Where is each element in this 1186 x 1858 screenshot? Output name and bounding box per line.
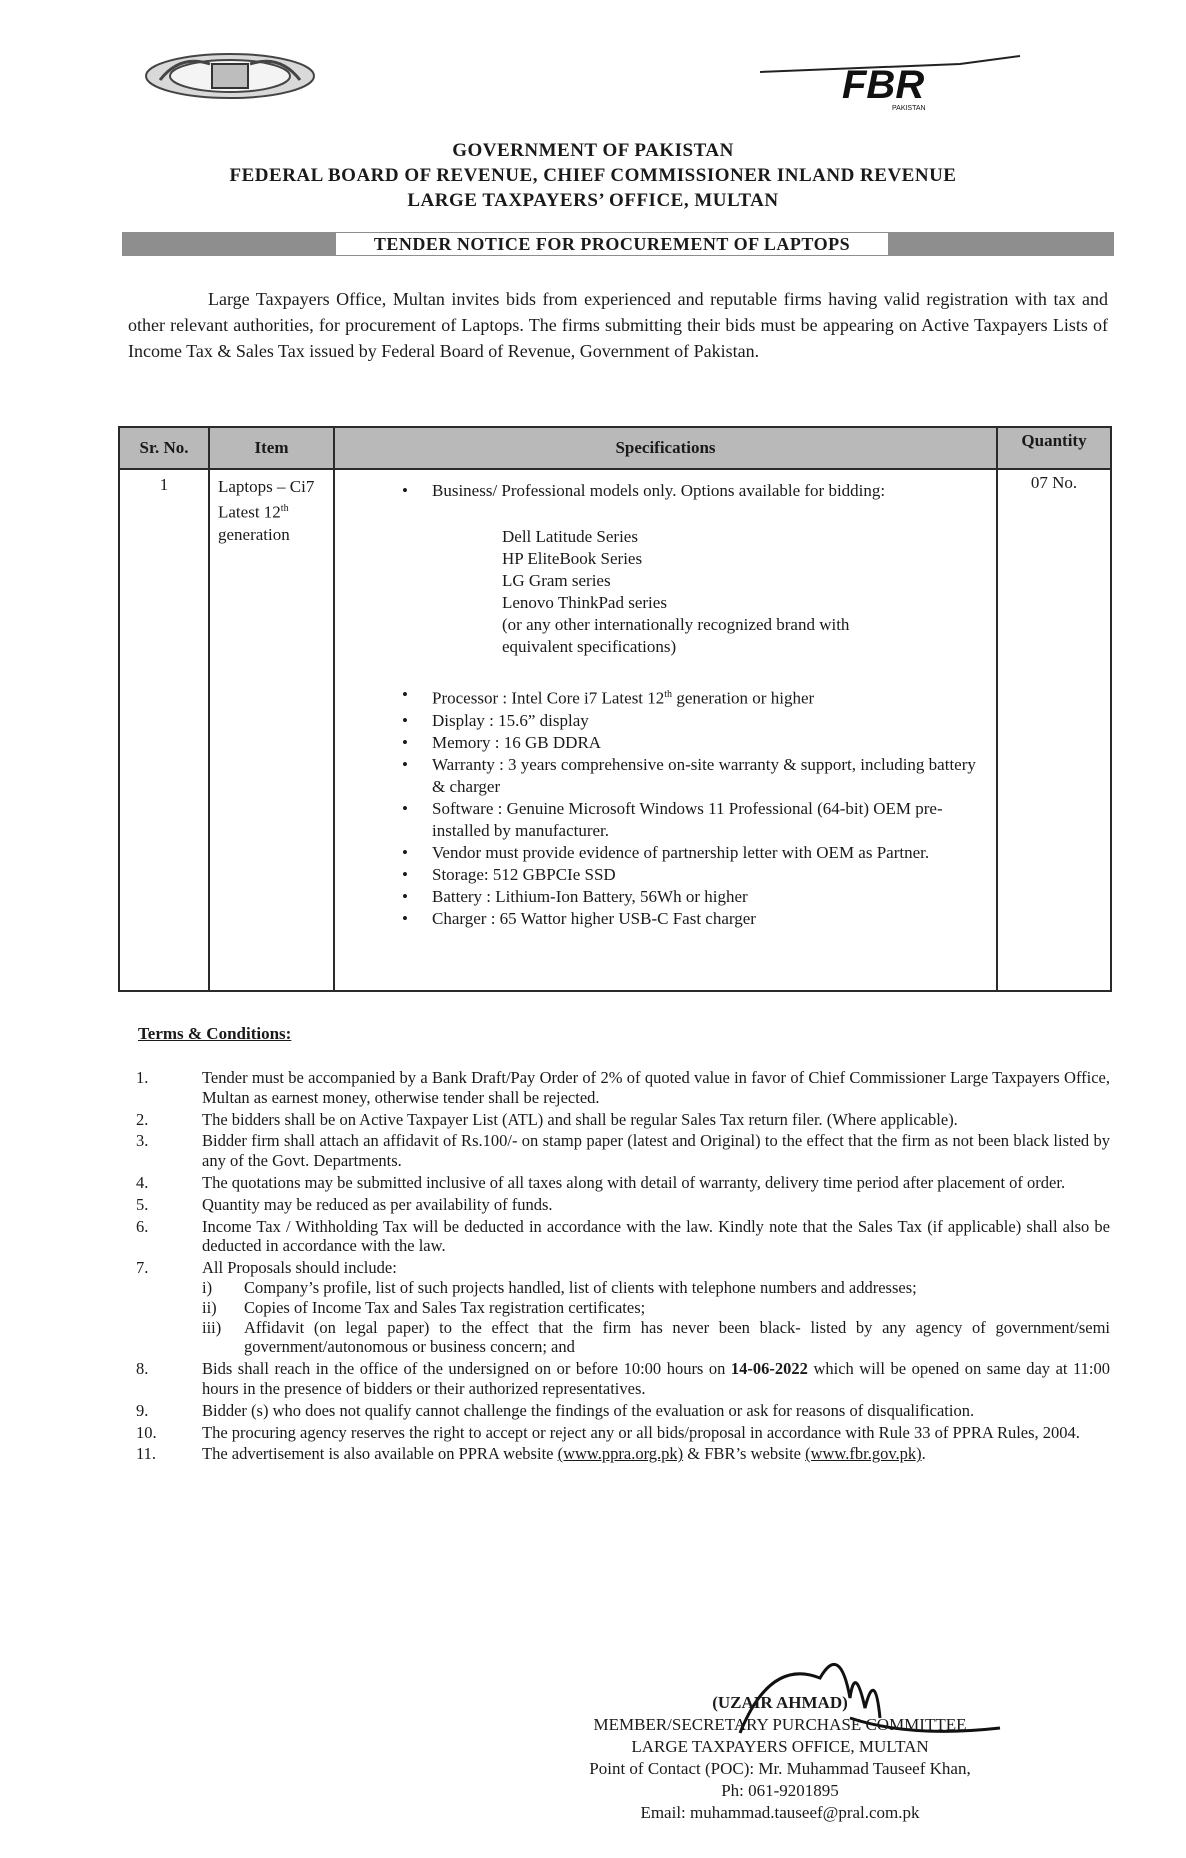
header-specifications: Specifications	[615, 438, 716, 457]
term-item	[130, 1258, 1110, 1357]
spec-warranty: • Warranty : 3 years comprehensive on-site warranty & support, including battery & charger	[392, 754, 992, 798]
signature-block	[470, 1692, 1090, 1824]
term-number: 6.	[136, 1216, 149, 1236]
term-text: Income Tax / Withholding Tax will be deducted in accordance with the law. Kindly note that the Sales Tax (if applicable) shall also be deducted in accordance with the law.	[202, 1216, 1110, 1256]
ppra-website-link[interactable]: (www.ppra.org.pk)	[557, 1444, 684, 1464]
item-line-2-sup: th	[280, 503, 289, 514]
spec-storage: • Storage: 512 GBPCIe SSD	[392, 864, 992, 886]
bid-deadline-date: 14-06-2022	[730, 1359, 808, 1379]
spec-processor-rest: generation or higher	[672, 688, 815, 708]
tender-title: TENDER NOTICE FOR PROCUREMENT OF LAPTOPS	[336, 233, 888, 255]
term-item	[130, 1444, 1110, 1464]
brand-note: (or any other internationally recognized brand with	[502, 615, 850, 634]
fbr-website-link[interactable]: (www.fbr.gov.pk)	[805, 1444, 922, 1464]
term-number: 2.	[136, 1109, 149, 1129]
column-divider	[333, 428, 335, 990]
spec-bidding-options: • Business/ Professional models only. Options available for bidding:	[392, 480, 992, 502]
header-line-3: LARGE TAXPAYERS’ OFFICE, MULTAN	[407, 190, 779, 211]
spacer	[392, 658, 992, 684]
term-item	[130, 1401, 1110, 1421]
item-line-2-text: Latest 12	[218, 502, 281, 522]
row-quantity: 07 No.	[1030, 473, 1078, 492]
brand-note: equivalent specifications)	[502, 637, 677, 656]
term-number: 9.	[136, 1400, 149, 1420]
term-item	[130, 1110, 1110, 1130]
term-text: Bids shall reach in the office of the undersigned on or before 10:00 hours on	[202, 1359, 731, 1379]
header-line-2: FEDERAL BOARD OF REVENUE, CHIEF COMMISSIONER INLAND REVENUE	[229, 165, 957, 186]
term-item	[130, 1217, 1110, 1257]
subitem-text: Company’s profile, list of such projects handled, list of clients with telephone numbers and addresses;	[244, 1277, 917, 1297]
term-number: 10.	[136, 1422, 157, 1442]
item-line-3: generation	[218, 524, 290, 544]
header-line-1: GOVERNMENT OF PAKISTAN	[452, 140, 734, 161]
spec-charger: • Charger : 65 Wattor higher USB-C Fast charger	[392, 908, 992, 930]
spec-battery: • Battery : Lithium-Ion Battery, 56Wh or higher	[392, 886, 992, 908]
header-quantity: Quantity	[1021, 431, 1087, 450]
spec-processor-text: Processor : Intel Core i7 Latest 12	[432, 688, 665, 708]
brand-option: HP EliteBook Series	[502, 549, 643, 568]
term-text: The advertisement is also available on PPRA website	[202, 1444, 558, 1464]
term-text: Bidder firm shall attach an affidavit of Rs.100/- on stamp paper (latest and Original) to the effect that the firm as not been black listed by any of the Govt. Departments.	[202, 1131, 1110, 1171]
point-of-contact: Point of Contact (POC): Mr. Muhammad Tauseef Khan,	[589, 1759, 971, 1778]
row-specifications	[392, 480, 992, 930]
document-header	[0, 138, 1186, 213]
subitem-number: i)	[202, 1277, 213, 1297]
term-text: Tender must be accompanied by a Bank Draft/Pay Order of 2% of quoted value in favor of Chief Commissioner Large Taxpayers Office, Multan as earnest money, otherwise tender shall be rejected.	[202, 1068, 1110, 1107]
row-sr-no: 1	[159, 475, 169, 494]
title-banner	[122, 232, 1114, 256]
item-line-2	[218, 498, 330, 524]
subitem-number: iii)	[202, 1317, 222, 1337]
term-number: 8.	[136, 1359, 149, 1379]
fbr-logo	[760, 52, 1060, 112]
term-number: 4.	[136, 1172, 149, 1192]
contact-email: Email: muhammad.tauseef@pral.com.pk	[640, 1803, 920, 1822]
contact-phone: Ph: 061-9201895	[721, 1781, 839, 1800]
header-sr-no: Sr. No.	[139, 438, 189, 457]
term-text: Bidder (s) who does not qualify cannot challenge the findings of the evaluation or ask for reasons of disqualification.	[202, 1400, 975, 1420]
signatory-name: (UZAIR AHMAD)	[712, 1693, 848, 1712]
term-item	[130, 1195, 1110, 1215]
term-text: The bidders shall be on Active Taxpayer List (ATL) and shall be regular Sales Tax return filer. (Where applicable).	[202, 1109, 958, 1129]
brand-options	[502, 526, 992, 658]
term-number: 1.	[136, 1068, 149, 1087]
term-text: which will be opened on same day at 11:00 hours in the presence of bidders or their authorized representatives.	[202, 1359, 1110, 1398]
term-text: All Proposals should include:	[202, 1258, 397, 1278]
specifications-table	[118, 426, 1112, 992]
brand-option: Lenovo ThinkPad series	[502, 593, 667, 612]
term-item	[130, 1173, 1110, 1193]
spec-display: • Display : 15.6” display	[392, 710, 992, 732]
brand-option: Dell Latitude Series	[502, 527, 638, 546]
term-text: The quotations may be submitted inclusive of all taxes along with detail of warranty, delivery time period after placement of order.	[202, 1172, 1066, 1192]
term-subitem	[202, 1318, 1110, 1358]
term-item	[130, 1068, 1110, 1108]
column-divider	[996, 428, 998, 990]
term-text: The procuring agency reserves the right to accept or reject any or all bids/proposal in accordance with Rule 33 of PPRA Rules, 2004.	[202, 1422, 1080, 1442]
terms-heading: Terms & Conditions:	[138, 1024, 292, 1043]
term-item	[130, 1423, 1110, 1443]
brand-option: LG Gram series	[502, 571, 611, 590]
term-item	[130, 1131, 1110, 1171]
item-line-1: Laptops – Ci7	[218, 477, 315, 496]
terms-list	[130, 1068, 1110, 1466]
fbr-logo-subtext: PAKISTAN	[892, 105, 926, 112]
header-item: Item	[254, 438, 289, 457]
term-number: 3.	[136, 1131, 149, 1151]
column-divider	[208, 428, 210, 990]
spec-list	[392, 684, 992, 930]
spec-processor	[392, 684, 992, 710]
term-number: 11.	[136, 1444, 157, 1464]
spec-list-intro	[392, 480, 992, 502]
term-item	[130, 1359, 1110, 1399]
term-text: Quantity may be reduced as per availability of funds.	[202, 1194, 553, 1214]
spec-memory: • Memory : 16 GB DDRA	[392, 732, 992, 754]
intro-paragraph: Large Taxpayers Office, Multan invites bids from experienced and reputable firms having valid registration with tax and other relevant authorities, for procurement of Laptops. The firms submitting their bids must be appearing on Active Taxpayers Lists of Income Tax & Sales Tax issued by Federal Board of Revenue, Government of Pakistan.	[128, 289, 1108, 361]
subitem-number: ii)	[202, 1297, 217, 1317]
spec-vendor: • Vendor must provide evidence of partnership letter with OEM as Partner.	[392, 842, 992, 864]
fbr-logo-mark	[760, 52, 1060, 112]
government-crest-logo	[140, 46, 320, 102]
term-subitem	[202, 1298, 1110, 1318]
signatory-office: LARGE TAXPAYERS OFFICE, MULTAN	[631, 1737, 929, 1756]
fbr-logo-text: FBR	[842, 63, 925, 107]
term-number: 5.	[136, 1194, 149, 1214]
term-subitem	[202, 1278, 1110, 1298]
term-number: 7.	[136, 1258, 149, 1278]
row-item	[218, 476, 330, 546]
term-text: .	[921, 1444, 926, 1464]
term-text: & FBR’s website	[683, 1444, 806, 1464]
subitem-text: Affidavit (on legal paper) to the effect that the firm has never been black- listed by any agency of government/semi government/autonomous or business concern; and	[244, 1317, 1110, 1357]
spec-processor-sup: th	[664, 689, 673, 700]
spec-software: • Software : Genuine Microsoft Windows 11 Professional (64-bit) OEM pre-installed by manufacturer.	[392, 798, 992, 842]
subitem-text: Copies of Income Tax and Sales Tax registration certificates;	[244, 1297, 646, 1317]
signatory-title: MEMBER/SECRETARY PURCHASE COMMITTEE	[593, 1715, 967, 1734]
